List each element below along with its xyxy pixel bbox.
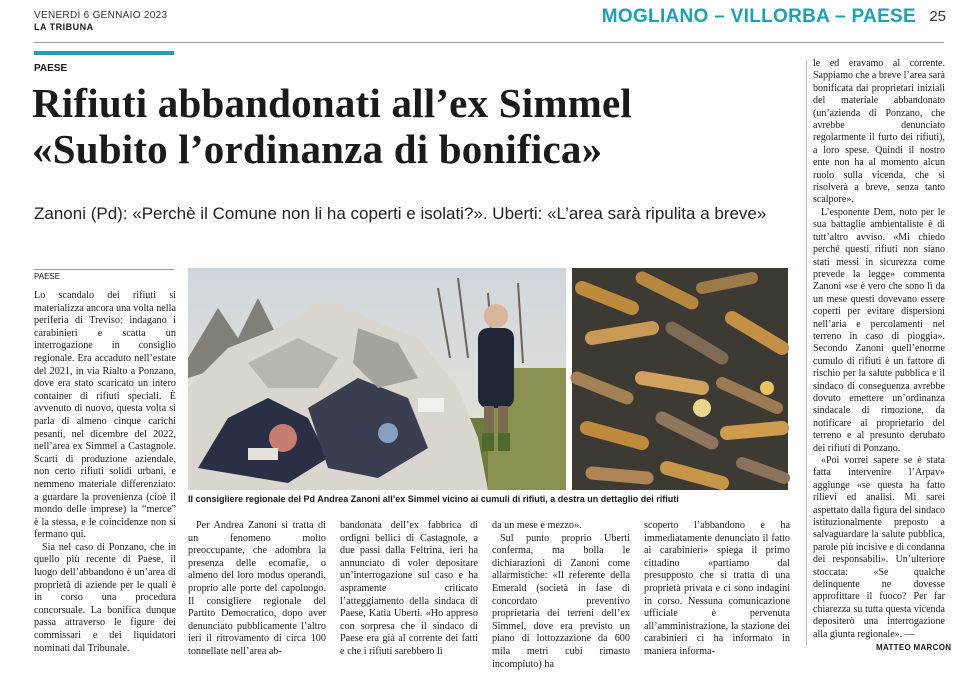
page-number: 25	[929, 8, 946, 25]
waste-detail-photo	[572, 268, 788, 490]
photo-waste-detail	[572, 268, 788, 490]
body-paragraph: scoperto l’abbandono e ha immediatamente denunciato il fatto ai carabinieri» spiega il primo cittadino «partiamo dal presupposto che si tratta di una proprietà privata e ci sono indagini in corso. Nessuna comunicazione ufficiale è pervenuta all’amministrazione, la stazione dei carabinieri ci ha informato in maniera informa-	[644, 520, 790, 657]
body-column-5	[644, 520, 790, 657]
header-divider	[34, 42, 944, 43]
newspaper-name: LA TRIBUNA	[34, 22, 94, 32]
body-paragraph: Sul punto proprio Uberti conferma, ma bolla le dichiarazioni di Zanoni come allarmistiche: «Il referente della Emerald (società in fase di concordato preventivo proprietaria dei terreni dell’ex Simmel, dove era previsto un piano di lottozzazione da 600 mila metri cubi rimasto incompiuto) ha	[492, 532, 630, 670]
body-column-1	[34, 290, 176, 654]
body-paragraph: da un mese e mezzo».	[492, 520, 582, 531]
accent-bar	[34, 51, 174, 55]
body-paragraph: Sia nel caso di Ponzano, che in quello più recente di Paese, il luogo dell’abbandono è un’area di proprietà di aziende per le quali è in corso una procedura concorsuale. La bonifica dunque passa attraverso le figure dei commissari e dei liquidatori nominati dal Tribunale.	[34, 541, 176, 654]
article-kicker: PAESE	[34, 63, 68, 74]
headline-line-1: Rifiuti abbandonati all’ex Simmel	[32, 80, 633, 126]
photo-caption: Il consigliere regionale del Pd Andrea Zanoni all’ex Simmel vicino ai cumuli di rifiuti, a destra un dettaglio dei rifiuti	[188, 494, 679, 504]
body-paragraph: bandonata dell’ex fabbrica di ordigni bellici di Castagnole, a due passi dalla Feltrina, ieri ha annunciato di voler depositare un’interrogazione sul caso e ha aspramente criticato l’atteggiamento della sindaca di Paese, Katia Uberti. «Ho appreso con sorpresa che il sindaco di Paese era già al corrente dei fatti e che i rifiuti sarebbero lì	[340, 520, 478, 657]
waste-site-photo	[188, 268, 566, 490]
body-paragraph: Per Andrea Zanoni si tratta di un fenomeno molto preoccupante, che adombra la presenza delle ecomafie, o almeno del loro modus operandi, proprio alle porte del capoluogo. Il consigliere regionale del Partito Democratico, dopo aver denunciato pubblicamente l’altro ieri il ritrovamento di circa 100 tonnellate nell’area ab-	[188, 520, 326, 657]
body-column-2	[188, 520, 326, 657]
author-signature: MATTEO MARCON	[876, 643, 952, 652]
column-label: PAESE	[34, 269, 174, 281]
body-column-4	[492, 520, 630, 670]
headline-line-2: «Subito l’ordinanza di bonifica»	[32, 126, 603, 172]
body-paragraph: le ed eravamo al corrente. Sappiamo che a breve l’area sarà bonificata dai proprietari iniziali del materiale abbandonato (un’azienda di Ponzano, che avrebbe denunciato regolarmente il furto dei rifiuti), a loro spese. Quindi il nostro ente non ha al momento alcun ruolo sulla vicenda, che si risolverà a breve, senza tanto scalpore».	[813, 58, 945, 206]
body-column-6	[813, 58, 945, 641]
body-paragraph: «Poi vorrei sapere se è stata fatta intervenire l’Arpav» aggiunge «se questa ha fatto rilievi ed analisi. Mi sarei aspettato dalla figura del sindaco istituzionalmente preposto a salvaguardare la salute pubblica, parole più incisive e di condanna dei responsabili». Un’ulteriore stoccata: «Se qualche delinquente ne dovesse approfittare il fuoco? Per far chiarezza su tutta questa vicenda depositerò una interrogazione alla giunta regionale». —	[813, 455, 945, 640]
body-paragraph: L’esponente Dem, noto per le sua battaglie ambientaliste è di tutt’altro avviso. «Mi chiedo perché questi rifiuti non siano stati messi in sicurezza come prevede la legge» commenta Zanoni «se è vero che sono lì da un mese questi dovevano essere coperti per evitare dispersioni nell’aria e percolamenti nel terreno in caso di pioggia». Secondo Zanoni quell’enorme cumulo di rifiuti è un fattore di rischio per la salute pubblica e il sindaco di conseguenza avrebbe dovuto emettere un’ordinanza sindacale di rimozione, da notificare al proprietario del terreno e al presunto derubato dei rifiuti di Ponzano.	[813, 206, 945, 454]
body-column-3	[340, 520, 478, 657]
column-divider	[806, 60, 807, 645]
section-title: MOGLIANO – VILLORBA – PAESE	[601, 6, 916, 27]
photo-waste-site	[188, 268, 566, 490]
body-paragraph: Lo scandalo dei rifiuti si materializza ancora una volta nella periferia di Treviso: indagano i carabinieri e scatta un interrogazione in consiglio regionale. Era accaduto nell’estate del 2021, in via Rialto a Ponzano, dove era stato scaricato un intero container di rifiuti speciali. È avvenuto di nuovo, questa volta si parla di almeno cinque carichi pesanti, nel dicembre del 2022, nell’area ex Simmel a Castagnole. Scarti di produzione aziendale, non certo rifiuti solidi urbani, e nemmeno materiale differenziato: a guardare la provenienza (cioè il mondo delle imprese) la “merce” è la stessa, e le coincidenze non si fermano qui.	[34, 290, 176, 541]
edition-date: VENERDÌ 6 GENNAIO 2023	[34, 10, 168, 21]
article-subhead: Zanoni (Pd): «Perchè il Comune non li ha coperti e isolati?». Uberti: «L’area sarà ripulita a breve»	[34, 204, 767, 223]
